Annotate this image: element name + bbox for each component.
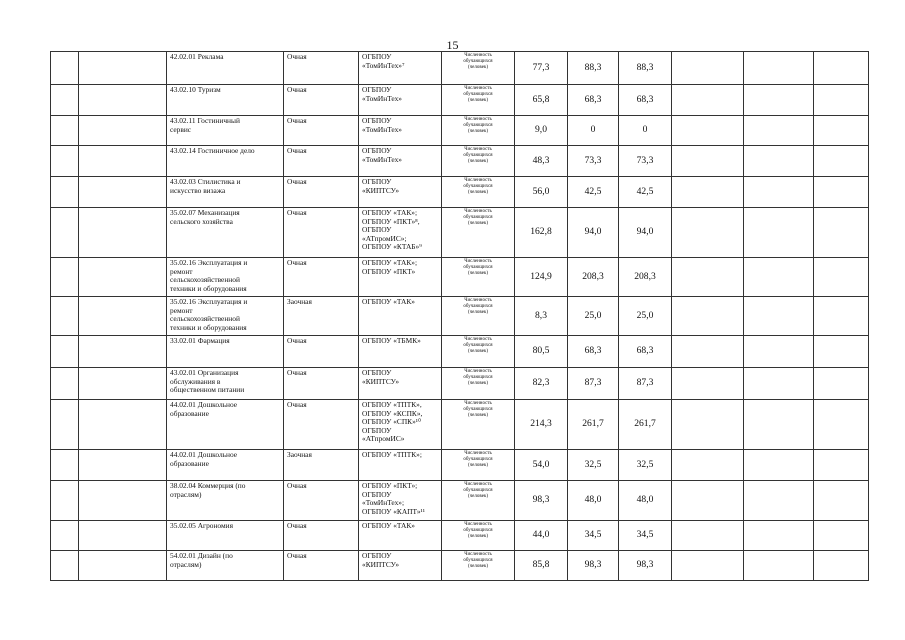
table-row bbox=[51, 208, 869, 258]
blank-cell bbox=[814, 116, 869, 146]
value-cell-1: 82,3 bbox=[515, 368, 568, 400]
program-cell: 35.02.07 Механизация сельского хозяйства bbox=[167, 208, 284, 258]
value-cell-1: 9,0 bbox=[515, 116, 568, 146]
blank-cell bbox=[79, 450, 167, 481]
table-row bbox=[51, 177, 869, 208]
indicator-cell: Численность обучающихся (человек) bbox=[442, 258, 515, 297]
value-cell-2: 0 bbox=[568, 116, 619, 146]
form-cell: Очная bbox=[284, 551, 359, 581]
table-row bbox=[51, 297, 869, 336]
blank-cell bbox=[814, 481, 869, 521]
blank-cell bbox=[814, 85, 869, 116]
blank-cell bbox=[814, 208, 869, 258]
value-cell-1: 44,0 bbox=[515, 521, 568, 551]
blank-cell bbox=[744, 52, 814, 85]
organization-cell: ОГБПОУ «ТомИнТех»⁷ bbox=[359, 52, 442, 85]
program-cell: 43.02.01 Организация обслуживания в общественном питании bbox=[167, 368, 284, 400]
table-row bbox=[51, 336, 869, 368]
blank-cell bbox=[814, 400, 869, 450]
value-cell-2: 261,7 bbox=[568, 400, 619, 450]
indicator-cell: Численность обучающихся (человек) bbox=[442, 450, 515, 481]
value-cell-1: 65,8 bbox=[515, 85, 568, 116]
blank-cell bbox=[744, 551, 814, 581]
page-number: 15 bbox=[446, 38, 459, 52]
value-cell-1: 124,9 bbox=[515, 258, 568, 297]
value-cell-3: 48,0 bbox=[619, 481, 672, 521]
blank-cell bbox=[672, 52, 744, 85]
table-row bbox=[51, 481, 869, 521]
program-cell: 43.02.14 Гостиничное дело bbox=[167, 146, 284, 177]
value-cell-3: 0 bbox=[619, 116, 672, 146]
indicator-cell: Численность обучающихся (человек) bbox=[442, 52, 515, 85]
organization-cell: ОГБПОУ «КИПТСУ» bbox=[359, 177, 442, 208]
blank-cell bbox=[744, 481, 814, 521]
indicator-cell: Численность обучающихся (человек) bbox=[442, 336, 515, 368]
indicator-cell: Численность обучающихся (человек) bbox=[442, 177, 515, 208]
program-cell: 44.02.01 Дошкольное образование bbox=[167, 400, 284, 450]
program-cell: 35.02.05 Агрономия bbox=[167, 521, 284, 551]
blank-cell bbox=[51, 481, 79, 521]
blank-cell bbox=[672, 208, 744, 258]
value-cell-1: 85,8 bbox=[515, 551, 568, 581]
blank-cell bbox=[744, 400, 814, 450]
organization-cell: ОГБПОУ «ТАК»; ОГБПОУ «ПКТ» bbox=[359, 258, 442, 297]
value-cell-2: 88,3 bbox=[568, 52, 619, 85]
blank-cell bbox=[672, 146, 744, 177]
blank-cell bbox=[672, 85, 744, 116]
value-cell-3: 73,3 bbox=[619, 146, 672, 177]
value-cell-1: 8,3 bbox=[515, 297, 568, 336]
blank-cell bbox=[672, 400, 744, 450]
blank-cell bbox=[51, 551, 79, 581]
blank-cell bbox=[79, 177, 167, 208]
blank-cell bbox=[672, 336, 744, 368]
table-body bbox=[51, 52, 869, 581]
organization-cell: ОГБПОУ «ТПТК»; bbox=[359, 450, 442, 481]
blank-cell bbox=[744, 258, 814, 297]
value-cell-2: 68,3 bbox=[568, 336, 619, 368]
indicator-cell: Численность обучающихся (человек) bbox=[442, 85, 515, 116]
program-cell: 54.02.01 Дизайн (по отраслям) bbox=[167, 551, 284, 581]
blank-cell bbox=[79, 208, 167, 258]
value-cell-2: 42,5 bbox=[568, 177, 619, 208]
blank-cell bbox=[51, 368, 79, 400]
form-cell: Очная bbox=[284, 368, 359, 400]
blank-cell bbox=[814, 336, 869, 368]
value-cell-2: 68,3 bbox=[568, 85, 619, 116]
value-cell-3: 94,0 bbox=[619, 208, 672, 258]
value-cell-1: 80,5 bbox=[515, 336, 568, 368]
indicator-cell: Численность обучающихся (человек) bbox=[442, 521, 515, 551]
table-row bbox=[51, 258, 869, 297]
value-cell-2: 87,3 bbox=[568, 368, 619, 400]
value-cell-3: 42,5 bbox=[619, 177, 672, 208]
value-cell-1: 98,3 bbox=[515, 481, 568, 521]
blank-cell bbox=[744, 177, 814, 208]
blank-cell bbox=[672, 551, 744, 581]
blank-cell bbox=[79, 258, 167, 297]
program-cell: 42.02.01 Реклама bbox=[167, 52, 284, 85]
blank-cell bbox=[79, 116, 167, 146]
blank-cell bbox=[79, 368, 167, 400]
blank-cell bbox=[51, 146, 79, 177]
blank-cell bbox=[814, 297, 869, 336]
table-row bbox=[51, 146, 869, 177]
blank-cell bbox=[744, 146, 814, 177]
organization-cell: ОГБПОУ «ТАК»; ОГБПОУ «ПКТ»⁸, ОГБПОУ «АТпромИС»; ОГБПОУ «КТАБ»⁹ bbox=[359, 208, 442, 258]
blank-cell bbox=[79, 551, 167, 581]
blank-cell bbox=[814, 146, 869, 177]
blank-cell bbox=[51, 177, 79, 208]
blank-cell bbox=[744, 85, 814, 116]
form-cell: Очная bbox=[284, 336, 359, 368]
indicator-cell: Численность обучающихся (человек) bbox=[442, 297, 515, 336]
blank-cell bbox=[744, 297, 814, 336]
value-cell-3: 68,3 bbox=[619, 85, 672, 116]
value-cell-3: 208,3 bbox=[619, 258, 672, 297]
table-row bbox=[51, 521, 869, 551]
indicator-cell: Численность обучающихся (человек) bbox=[442, 146, 515, 177]
table-row bbox=[51, 450, 869, 481]
indicator-cell: Численность обучающихся (человек) bbox=[442, 551, 515, 581]
blank-cell bbox=[79, 52, 167, 85]
value-cell-2: 208,3 bbox=[568, 258, 619, 297]
blank-cell bbox=[814, 551, 869, 581]
blank-cell bbox=[672, 481, 744, 521]
form-cell: Заочная bbox=[284, 450, 359, 481]
specialties-table bbox=[50, 51, 869, 581]
blank-cell bbox=[672, 116, 744, 146]
blank-cell bbox=[814, 177, 869, 208]
blank-cell bbox=[51, 85, 79, 116]
organization-cell: ОГБПОУ «ТПТК», ОГБПОУ «КСПК», ОГБПОУ «СПК»¹⁰ ОГБПОУ «АТпромИС» bbox=[359, 400, 442, 450]
blank-cell bbox=[814, 521, 869, 551]
blank-cell bbox=[79, 481, 167, 521]
form-cell: Заочная bbox=[284, 297, 359, 336]
value-cell-1: 77,3 bbox=[515, 52, 568, 85]
form-cell: Очная bbox=[284, 85, 359, 116]
program-cell: 44.02.01 Дошкольное образование bbox=[167, 450, 284, 481]
blank-cell bbox=[744, 336, 814, 368]
indicator-cell: Численность обучающихся (человек) bbox=[442, 116, 515, 146]
form-cell: Очная bbox=[284, 521, 359, 551]
blank-cell bbox=[51, 258, 79, 297]
blank-cell bbox=[51, 116, 79, 146]
blank-cell bbox=[672, 258, 744, 297]
value-cell-3: 98,3 bbox=[619, 551, 672, 581]
value-cell-1: 214,3 bbox=[515, 400, 568, 450]
organization-cell: ОГБПОУ «ТомИнТех» bbox=[359, 146, 442, 177]
value-cell-1: 48,3 bbox=[515, 146, 568, 177]
value-cell-2: 94,0 bbox=[568, 208, 619, 258]
form-cell: Очная bbox=[284, 481, 359, 521]
blank-cell bbox=[51, 400, 79, 450]
organization-cell: ОГБПОУ «ТАК» bbox=[359, 521, 442, 551]
program-cell: 35.02.16 Эксплуатация и ремонт сельскохозяйственной техники и оборудования bbox=[167, 297, 284, 336]
value-cell-3: 88,3 bbox=[619, 52, 672, 85]
form-cell: Очная bbox=[284, 258, 359, 297]
blank-cell bbox=[814, 368, 869, 400]
organization-cell: ОГБПОУ «КИПТСУ» bbox=[359, 368, 442, 400]
table-row bbox=[51, 551, 869, 581]
value-cell-2: 25,0 bbox=[568, 297, 619, 336]
organization-cell: ОГБПОУ «ТомИнТех» bbox=[359, 85, 442, 116]
program-cell: 43.02.03 Стилистика и искусство визажа bbox=[167, 177, 284, 208]
blank-cell bbox=[79, 336, 167, 368]
organization-cell: ОГБПОУ «ТомИнТех» bbox=[359, 116, 442, 146]
table-row bbox=[51, 52, 869, 85]
blank-cell bbox=[51, 450, 79, 481]
value-cell-3: 261,7 bbox=[619, 400, 672, 450]
blank-cell bbox=[79, 400, 167, 450]
blank-cell bbox=[51, 521, 79, 551]
blank-cell bbox=[51, 297, 79, 336]
table-row bbox=[51, 116, 869, 146]
value-cell-3: 32,5 bbox=[619, 450, 672, 481]
blank-cell bbox=[79, 85, 167, 116]
blank-cell bbox=[744, 450, 814, 481]
form-cell: Очная bbox=[284, 52, 359, 85]
value-cell-2: 98,3 bbox=[568, 551, 619, 581]
value-cell-1: 56,0 bbox=[515, 177, 568, 208]
blank-cell bbox=[672, 521, 744, 551]
indicator-cell: Численность обучающихся (человек) bbox=[442, 481, 515, 521]
value-cell-3: 68,3 bbox=[619, 336, 672, 368]
blank-cell bbox=[672, 177, 744, 208]
value-cell-3: 34,5 bbox=[619, 521, 672, 551]
form-cell: Очная bbox=[284, 116, 359, 146]
blank-cell bbox=[744, 368, 814, 400]
program-cell: 38.02.04 Коммерция (по отраслям) bbox=[167, 481, 284, 521]
blank-cell bbox=[79, 146, 167, 177]
table-row bbox=[51, 368, 869, 400]
program-cell: 43.02.10 Туризм bbox=[167, 85, 284, 116]
program-cell: 33.02.01 Фармация bbox=[167, 336, 284, 368]
blank-cell bbox=[672, 368, 744, 400]
value-cell-2: 32,5 bbox=[568, 450, 619, 481]
form-cell: Очная bbox=[284, 146, 359, 177]
organization-cell: ОГБПОУ «КИПТСУ» bbox=[359, 551, 442, 581]
blank-cell bbox=[744, 521, 814, 551]
indicator-cell: Численность обучающихся (человек) bbox=[442, 368, 515, 400]
blank-cell bbox=[51, 52, 79, 85]
form-cell: Очная bbox=[284, 208, 359, 258]
organization-cell: ОГБПОУ «ПКТ»; ОГБПОУ «ТомИнТех»; ОГБПОУ «КАПТ»¹¹ bbox=[359, 481, 442, 521]
value-cell-3: 25,0 bbox=[619, 297, 672, 336]
indicator-cell: Численность обучающихся (человек) bbox=[442, 208, 515, 258]
value-cell-2: 34,5 bbox=[568, 521, 619, 551]
table-row bbox=[51, 400, 869, 450]
blank-cell bbox=[79, 521, 167, 551]
indicator-cell: Численность обучающихся (человек) bbox=[442, 400, 515, 450]
blank-cell bbox=[51, 336, 79, 368]
value-cell-1: 54,0 bbox=[515, 450, 568, 481]
table-row bbox=[51, 85, 869, 116]
value-cell-3: 87,3 bbox=[619, 368, 672, 400]
value-cell-2: 48,0 bbox=[568, 481, 619, 521]
blank-cell bbox=[814, 258, 869, 297]
blank-cell bbox=[744, 116, 814, 146]
blank-cell bbox=[672, 450, 744, 481]
blank-cell bbox=[744, 208, 814, 258]
program-cell: 43.02.11 Гостиничный сервис bbox=[167, 116, 284, 146]
value-cell-1: 162,8 bbox=[515, 208, 568, 258]
blank-cell bbox=[672, 297, 744, 336]
organization-cell: ОГБПОУ «ТБМК» bbox=[359, 336, 442, 368]
form-cell: Очная bbox=[284, 400, 359, 450]
program-cell: 35.02.16 Эксплуатация и ремонт сельскохозяйственной техники и оборудования bbox=[167, 258, 284, 297]
value-cell-2: 73,3 bbox=[568, 146, 619, 177]
blank-cell bbox=[51, 208, 79, 258]
organization-cell: ОГБПОУ «ТАК» bbox=[359, 297, 442, 336]
blank-cell bbox=[814, 52, 869, 85]
blank-cell bbox=[814, 450, 869, 481]
blank-cell bbox=[79, 297, 167, 336]
form-cell: Очная bbox=[284, 177, 359, 208]
